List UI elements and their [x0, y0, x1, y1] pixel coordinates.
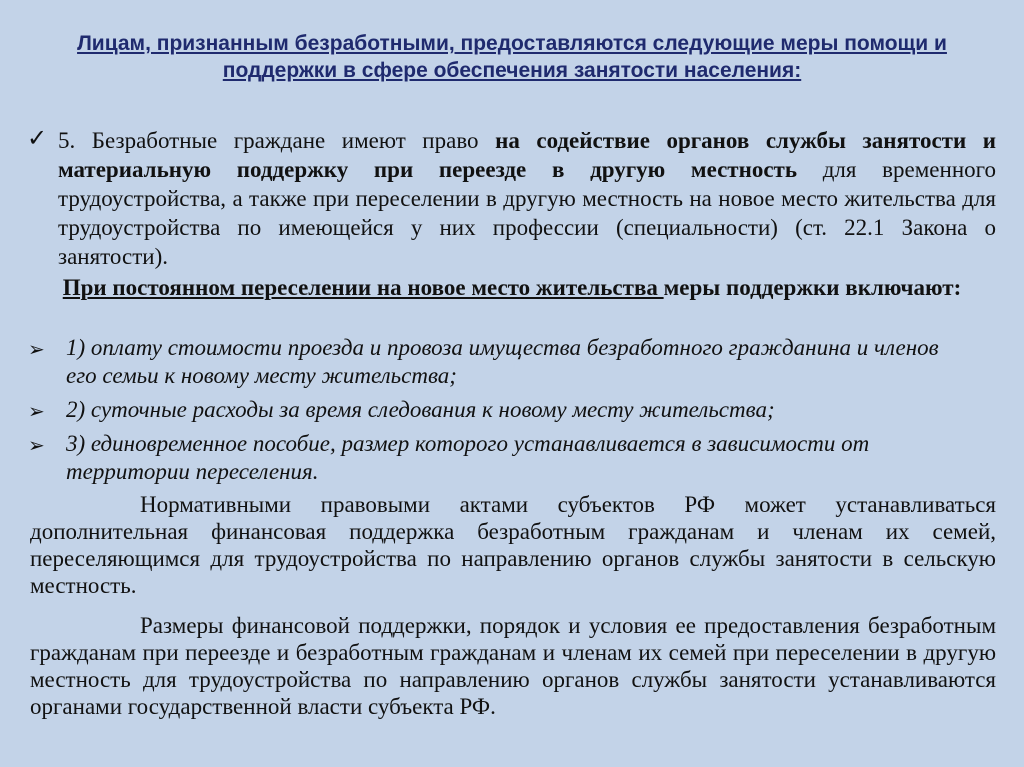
item-5-suffix: для временного трудоустройства, а также при переселении в другую местность на новое место жительства для трудоустройства по имеющейся у них профессии (специальности) (ст. 22.1 Закона о занятости). — [58, 157, 996, 269]
subheading-rest: меры поддержки включают: — [663, 275, 962, 300]
subheading — [60, 274, 964, 302]
arrow-bullet-icon: ➢ — [28, 337, 45, 361]
paragraph-support-amounts: Размеры финансовой поддержки, порядок и условия ее предоставления безработным гражданам при переезде и безработным гражданам и членам их семей при переселении в другую местность для трудоустройства по направлению органов службы занятости устанавливаются органами государственной власти субъекта РФ. — [30, 613, 996, 719]
slide-title: Лицам, признанным безработными, предоставляются следующие меры помощи и поддержки в сфере обеспечения занятости населения: — [77, 32, 947, 82]
list-item-text: 2) суточные расходы за время следования к новому месту жительства; — [66, 397, 775, 422]
item-5-prefix: 5. Безработные граждане имеют право — [58, 128, 496, 153]
arrow-bullet-icon: ➢ — [28, 433, 45, 457]
arrow-bullet-icon: ➢ — [28, 399, 45, 423]
check-mark-icon: ✓ — [27, 124, 48, 152]
list-item — [28, 396, 966, 424]
paragraph-regional-support: Нормативными правовыми актами субъектов РФ может устанавливаться дополнительная финансовая поддержка безработным гражданам и членам их семей, переселяющимся для трудоустройства по направлению органов службы занятости в сельскую местность. — [30, 492, 996, 598]
list-item-text: 1) оплату стоимости проезда и провоза имущества безработного гражданина и членов его семьи к новому месту жительства; — [66, 335, 939, 388]
subheading-underlined: При постоянном переселении на новое место жительства — [62, 275, 664, 300]
list-item-text: 3) единовременное пособие, размер которого устанавливается в зависимости от территории переселения. — [66, 431, 870, 484]
item-5-text — [58, 126, 996, 271]
list-item — [28, 334, 966, 390]
list-item — [28, 430, 966, 486]
item-5-bold: на содействие органов службы занятости и материальную поддержку при переезде в другую местность — [58, 128, 997, 182]
